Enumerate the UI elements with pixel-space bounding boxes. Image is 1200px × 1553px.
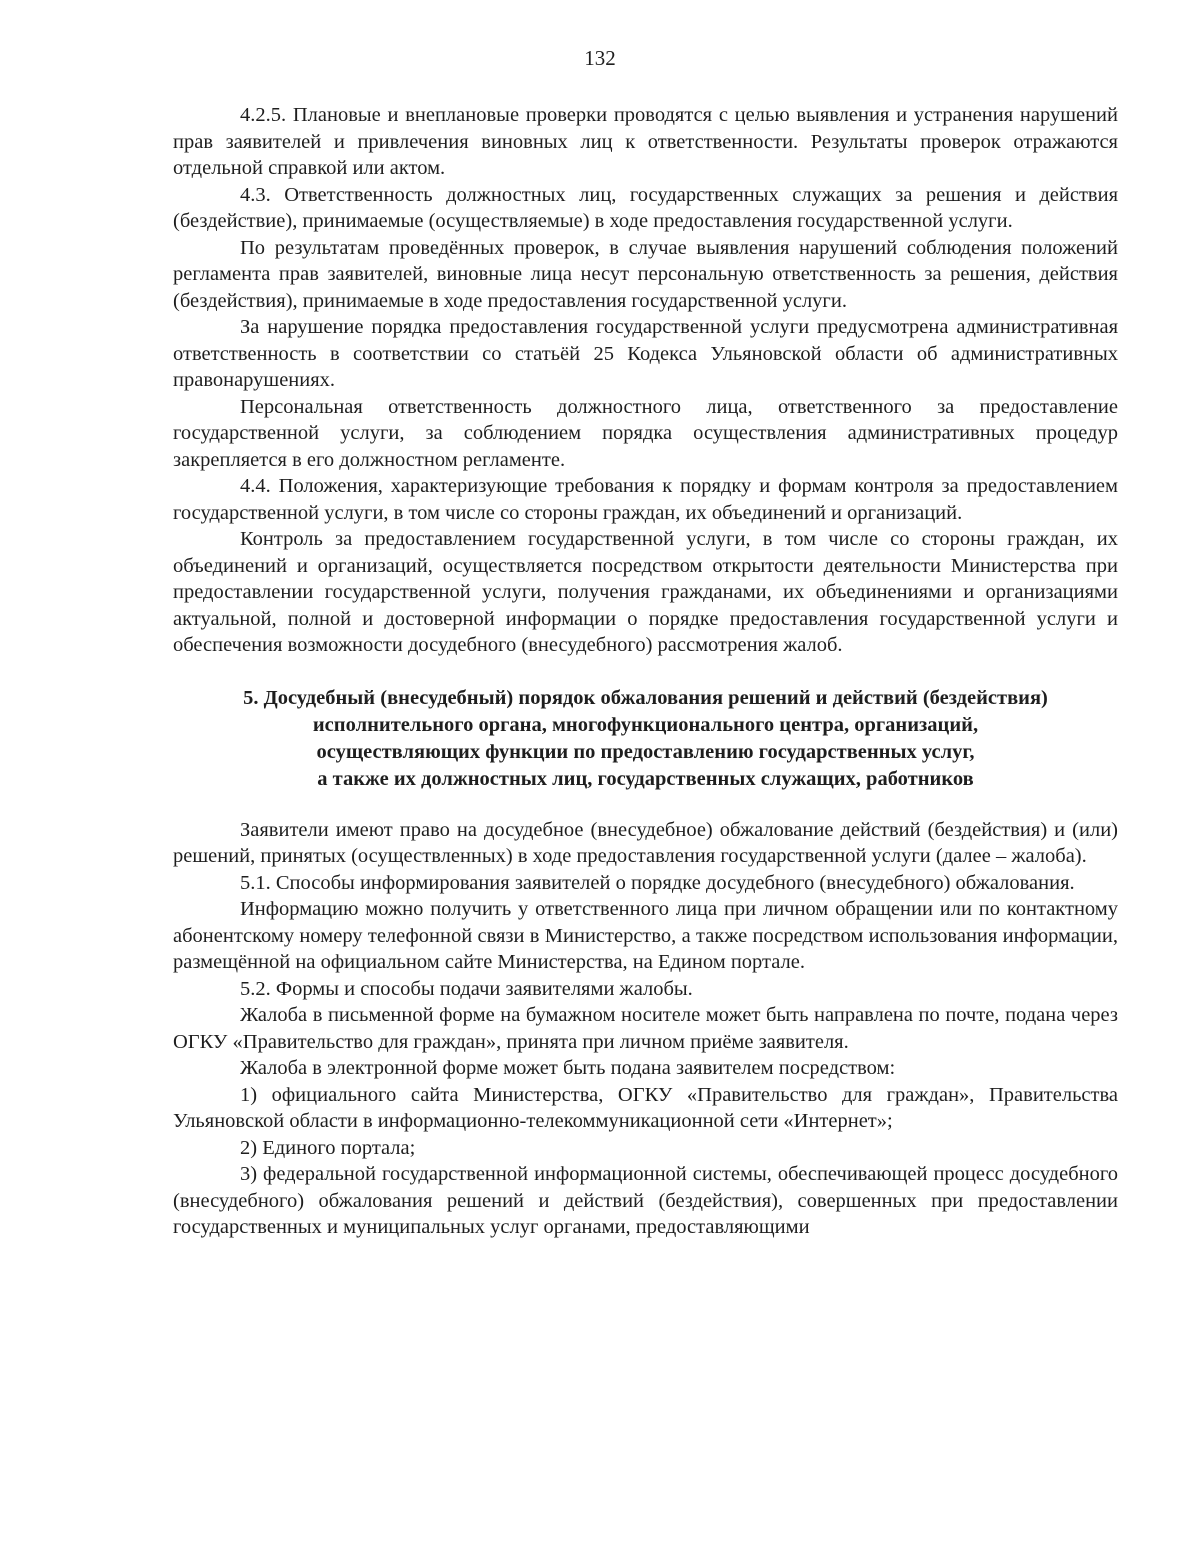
paragraph-information: Информацию можно получить у ответственного лица при личном обращении или по контактному абонентскому номеру телефонной связи в Министерство, а также посредством использования информации, размещённой на официальном сайте Министерства, на Едином портале.	[173, 898, 1118, 973]
paragraph-administrative-responsibility: За нарушение порядка предоставления государственной услуги предусмотрена административная ответственность в соответствии со статьёй 25 Кодекса Ульяновской области об административных правонарушениях.	[173, 316, 1118, 391]
paragraph-4-4: 4.4. Положения, характеризующие требования к порядку и формам контроля за предоставлением государственной услуги, в том числе со стороны граждан, их объединений и организаций.	[173, 475, 1118, 524]
section-heading-line: осуществляющих функции по предоставлению государственных услуг,	[316, 740, 975, 763]
paragraph-4-3: 4.3. Ответственность должностных лиц, государственных служащих за решения и действия (бездействие), принимаемые (осуществляемые) в ходе предоставления государственной услуги.	[173, 183, 1118, 232]
paragraph-right-to-appeal: Заявители имеют право на досудебное (внесудебное) обжалование действий (бездействия) и (или) решений, принятых (осуществленных) в ходе предоставления государственной услуги (далее – жалоба).	[173, 818, 1118, 867]
section-heading-line: 5. Досудебный (внесудебный) порядок обжалования решений и действий (бездействия)	[243, 686, 1048, 709]
paragraph-personal-responsibility: Персональная ответственность должностного лица, ответственного за предоставление государственной услуги, за соблюдением порядка осуществления административных процедур закрепляется в его должностном регламенте.	[173, 395, 1118, 471]
list-item-2: 2) Единого портала;	[240, 1136, 416, 1159]
document-body	[173, 102, 1118, 1241]
list-item-3: 3) федеральной государственной информационной системы, обеспечивающей процесс досудебного (внесудебного) обжалования решений и действий (бездействия), совершенных при предоставлении государственных и муниципальных услуг органами, предоставляющими	[173, 1163, 1118, 1238]
paragraph-electronic-complaint: Жалоба в электронной форме может быть подана заявителем посредством:	[240, 1057, 896, 1079]
list-item-1: 1) официального сайта Министерства, ОГКУ «Правительство для граждан», Правительства Ульяновской области в информационно-телекоммуникационной сети «Интернет»;	[173, 1083, 1118, 1132]
paragraph-5-2: 5.2. Формы и способы подачи заявителями жалобы.	[240, 977, 693, 1000]
section-heading-line: исполнительного органа, многофункционального центра, организаций,	[312, 713, 979, 736]
page-number: 132	[584, 46, 616, 70]
paragraph-control: Контроль за предоставлением государственной услуги, в том числе со стороны граждан, их объединений и организаций, осуществляется посредством открытости деятельности Министерства при предоставлении государственной услуги, получения гражданами, их объединениями и организациями актуальной, полной и достоверной информации о порядке предоставления государственной услуги и обеспечения возможности досудебного (внесудебного) рассмотрения жалоб.	[173, 528, 1118, 656]
section-heading-line: а также их должностных лиц, государственных служащих, работников	[317, 767, 974, 790]
paragraph-paper-complaint: Жалоба в письменной форме на бумажном носителе может быть направлена по почте, подана через ОГКУ «Правительство для граждан», принята при личном приёме заявителя.	[173, 1004, 1118, 1053]
paragraph-4-2-5: 4.2.5. Плановые и внеплановые проверки проводятся с целью выявления и устранения нарушений прав заявителей и привлечения виновных лиц к ответственности. Результаты проверок отражаются отдельной справкой или актом.	[173, 104, 1118, 179]
paragraph-violations-responsibility: По результатам проведённых проверок, в случае выявления нарушений соблюдения положений регламента прав заявителей, виновные лица несут персональную ответственность за решения, действия (бездействия), принимаемые в ходе предоставления государственной услуги.	[173, 236, 1118, 312]
paragraph-5-1: 5.1. Способы информирования заявителей о порядке досудебного (внесудебного) обжалования.	[240, 871, 1075, 894]
section-5-heading	[173, 685, 1118, 793]
